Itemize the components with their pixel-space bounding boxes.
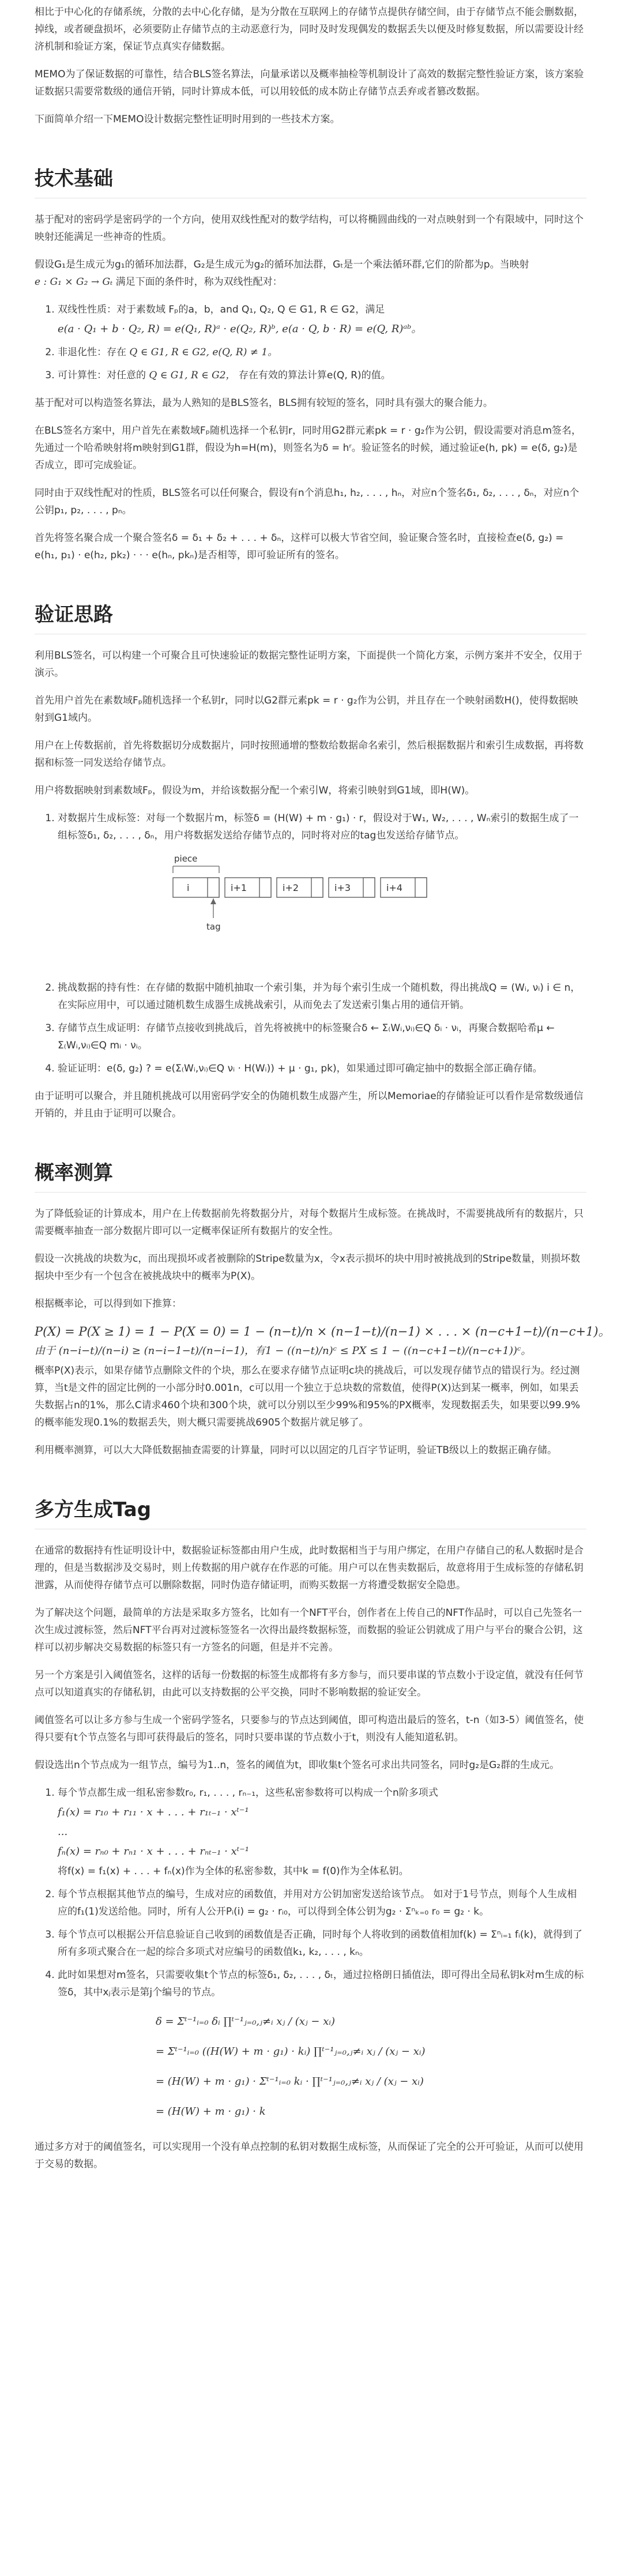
list-item <box>58 1020 586 1054</box>
tag-cell <box>311 878 323 897</box>
section-title-multiparty-tag: 多方生成Tag <box>35 1494 586 1529</box>
list-item <box>58 1926 586 1961</box>
section-title-verification: 验证思路 <box>35 599 586 634</box>
lagrange-derivation <box>156 2007 586 2127</box>
list-item <box>58 367 586 384</box>
prob-paragraph-2: 假设一次挑战的块数为c，而出现损坏或者被删除的Stripe数量为x，令x表示损坏的块中用时被挑战到的Stripe数量，则损坏数据块中至少有一个包含在被挑战块中的概率为P(X)。 <box>35 1253 581 1282</box>
verify-paragraph-3: 用户在上传数据前，首先将数据切分成数据片，同时按照通增的整数给数据命名索引，然后根据数据片和索引生成数据，再将数据和标签一同发送给存储节点。 <box>35 740 584 769</box>
lagrange-step-1: δ = Σᵗ⁻¹ᵢ₌₀ δᵢ ∏ᵗ⁻¹ⱼ₌₀,ⱼ≠ᵢ xⱼ / (xⱼ − xᵢ) <box>156 2015 336 2028</box>
tag-cell <box>415 878 427 897</box>
intro-paragraph-1: 相比于中心化的存储系统，分散的去中心化存储，是为分散在互联网上的存储节点提供存储空间，由于存储节点不能会删数据，掉线，或者硬盘损坏，必须要防止存储节点的主动恶意行为，同时及时发现偶发的数据丢失以便及时修复数据，所以需要设计经济机制和验证方案，保证节点真实存储数据。 <box>35 6 584 52</box>
tech-paragraph-6: 首先将签名聚合成一个聚合签名δ = δ₁ + δ₂ + . . . + δₙ，这样可以极大节省空间，验证聚合签名时，直接检查e(δ, g₂) = e(h₁, p₁) · e(h₂, pk₂) · · · e(hₙ, pkₙ)是否相等，即可验证所有的签名。 <box>35 532 564 561</box>
share-verification-text: 每个节点可以根据公开信息验证自己收到的函数值是否正确，同时每个人将收到的函数值相加f(k) = Σⁿᵢ₌₁ fᵢ(k)，就得到了所有多项式聚合在一起的综合多项式对应编号的函数值k₁, k₂, . . . , kₙ。 <box>58 1929 583 1958</box>
computability-tail: 存在有效的算法计算e(Q, R)的值。 <box>238 370 391 381</box>
list-item <box>58 979 586 1014</box>
list-item <box>58 1966 586 2127</box>
multi-paragraph-5: 假设选出n个节点成为一组节点，编号为1..n，签名的阈值为t，即收集t个签名可求出共同签名，同时g₂是G₂群的生成元。 <box>35 1759 560 1771</box>
prob-paragraph-4: 概率P(X)表示，如果存储节点删除文件的个块，那么在要求存储节点证明c块的挑战后，可以发现存储节点的错误行为。经过测算，当t是文件的固定比例的一小部分时0.001n，c可以用一个独立于总块数的常数值，使得P(X)达到某一概率，例如，如果丢失数据占n的1%，那么C请求460个块和300个块，就可以分别以至少99%和95%的PX概率，发现数据丢失，如果要以99.9%的概率能发现0.1%的数据丢失，则大概只需要挑战6905个数据片就足够了。 <box>35 1365 580 1428</box>
cell-label: i+4 <box>386 882 403 893</box>
intro-paragraph-2: MEMO为了保证数据的可靠性，结合BLS签名算法，向量承诺以及概率抽检等机制设计了高效的数据完整性验证方案，该方案验证数据只需要常数级的通信开销，同时计算成本低，可以用较低的成本防止存储节点丢弃或者篡改数据。 <box>35 69 584 97</box>
verification-steps-list <box>35 810 586 1077</box>
pairing-map-formula: e : G₁ × G₂ → Gₜ <box>35 276 113 288</box>
lagrange-step-2: = Σᵗ⁻¹ᵢ₌₀ ((H(W) + m · g₁) · kᵢ) ∏ᵗ⁻¹ⱼ₌₀,ⱼ≠ᵢ xⱼ / (xⱼ − xᵢ) <box>156 2045 426 2058</box>
tag-cell <box>259 878 271 897</box>
proof-verification-text: 验证证明：e(δ, g₂) ? = e(Σ₍Wᵢ,νᵢ₎∈Q νᵢ · H(Wᵢ)) + μ · g₁, pk)，如果通过即可确定抽中的数据全部正确存储。 <box>58 1063 543 1074</box>
section-title-tech-basics: 技术基础 <box>35 163 586 198</box>
list-item <box>58 1886 586 1920</box>
list-item <box>58 301 586 338</box>
piece-cells <box>173 878 427 897</box>
multi-paragraph-6: 通过多方对于的阈值签名，可以实现用一个没有单点控制的私钥对数据生成标签，从而保证了完全的公开可验证，从而可以使用于交易的数据。 <box>35 2141 584 2170</box>
tech-paragraph-4: 在BLS签名方案中，用户首先在素数域Fₚ随机选择一个私钥r，同时用G2群元素pk = r · g₂作为公钥，假设需要对消息m签名，先通过一个哈希映射将m映射到G1群，假设为h=H(m)，则签名为δ = hʳ。验证签名的时候，通过验证e(h, pk) = e(δ, g₂)是否成立，即可完成验证。 <box>35 425 582 471</box>
prob-paragraph-5: 利用概率测算，可以大大降低数据抽查需要的计算量，同时可以以固定的几百字节证明，验证TB级以上的数据正确存储。 <box>35 1445 558 1456</box>
prob-paragraph-1: 为了降低验证的计算成本，用户在上传数据前先将数据分片，对每个数据片生成标签。在挑战时，不需要挑战所有的数据片，只需要概率抽查一部分数据片即可以一定概率保证所有数据片的安全性。 <box>35 1208 584 1237</box>
multi-paragraph-1: 在通常的数据持有性证明设计中，数据验证标签都由用户生成，此时数据相当于与用户绑定，在用户存储自己的私人数据时是合理的，但是当数据涉及交易时，则上传数据的用户就存在作恶的可能。用户可以在售卖数据后，故意将用于生成标签的存储私钥泄露，从而使得存储节点可以删除数据，同时伪造存储证明，而购买数据一方将遭受数据安全隐患。 <box>35 1545 584 1591</box>
multi-paragraph-2: 为了解决这个问题，最简单的方法是采取多方签名，比如有一个NFT平台，创作者在上传自己的NFT作品时，可以自己先签名一次生成过渡标签，然后NFT平台再对过渡标签签名一次得出最终数据标签，而数据的验证公钥就成了用户与平台的聚合公钥，这样可以初步解决交易数据的标签只有一方签名的问题，但是并不完善。 <box>35 1607 583 1653</box>
cell-label: i <box>187 882 190 893</box>
probability-formula-1: P(X) = P(X ≥ 1) = 1 − P(X = 0) = 1 − (n−t)/n × (n−1−t)/(n−1) × . . . × (n−c+1−t)/(n−c+1)。 <box>35 1325 611 1338</box>
verify-paragraph-5: 由于证明可以聚合，并且随机挑战可以用密码学安全的伪随机数生成器产生，所以Memoriae的存储验证可以看作是常数级通信开销的，并且由于证明可以聚合。 <box>35 1090 584 1119</box>
piece-tag-svg <box>144 850 502 960</box>
computability-text: 可计算性：对任意的 <box>58 370 146 381</box>
tag-cell <box>208 878 219 897</box>
prob-paragraph-3: 根据概率论，可以得到如下推算： <box>35 1298 182 1310</box>
tech-paragraph-2-tail: 满足下面的条件时，称为双线性配对： <box>115 276 283 288</box>
tech-paragraph-5: 同时由于双线性配对的性质，BLS签名可以任何聚合，假设有n个消息h₁, h₂, . . . , hₙ，对应n个签名δ₁, δ₂, . . . , δₙ，对应n个公钥p₁, p₂, . . . , pₙ。 <box>35 487 579 516</box>
tag-pointer-arrow <box>210 898 216 904</box>
polynomial-f1: f₁(x) = r₁₀ + r₁₁ · x + . . . + r₁ₜ₋₁ · xᵗ⁻¹ <box>58 1806 249 1818</box>
tag-label: tag <box>206 922 221 932</box>
bilinearity-formula: e(a · Q₁ + b · Q₂, R) = e(Q₁, R)ᵃ · e(Q₂, R)ᵇ, e(a · Q, b · R) = e(Q, R)ᵃᵇ。 <box>58 323 422 335</box>
tag-generation-text: 对数据片生成标签：对每一个数据片m，标签δ = (H(W) + m · g₁) · r，假设对于W₁, W₂, . . . , Wₙ索引的数据生成了一组标签δ₁, δ₂, . . . , δₙ，用户将数据发送给存储节点的，同时将对应的tag也发送给存储节点。 <box>58 813 579 841</box>
challenge-text: 挑战数据的持有性：在存储的数据中随机抽取一个索引集，并为每个索引生成一个随机数，得出挑战Q = (Wᵢ, νᵢ) i ∈ n，在实际应用中，可以通过随机数生成器生成挑战索引，从而免去了发送索引集占用的通信开销。 <box>58 982 581 1011</box>
threshold-steps-list <box>35 1784 586 2127</box>
computability-formula: Q ∈ G1, R ∈ G2， <box>149 370 236 381</box>
secret-params-tail: 将f(x) = f₁(x) + . . . + fₙ(x)作为全体的私密参数，其中k = f(0)作为全体私钥。 <box>58 1866 409 1877</box>
probability-formula-2: 由于 (n−i−t)/(n−i) ≥ (n−i−1−t)/(n−i−1)，有1 − ((n−t)/n)ᶜ ≤ PX ≤ 1 − ((n−c+1−t)/(n−c+1))ᶜ。 <box>35 1345 532 1357</box>
cell-label: i+3 <box>334 882 351 893</box>
verify-paragraph-2: 首先用户首先在素数域Fₚ随机选择一个私钥r，同时以G2群元素pk = r · g₂作为公钥，并且存在一个映射函数H()，使得数据映射到G1域内。 <box>35 695 578 724</box>
intro-section <box>35 0 586 128</box>
tech-paragraph-2-text: 假设G₁是生成元为g₁的循环加法群，G₂是生成元为g₂的循环加法群，Gₜ是一个乘法循环群,它们的阶都为p。当映射 <box>35 259 529 270</box>
lagrange-text: 此时如果想对m签名，只需要收集t个节点的标签δ₁, δ₂, . . . , δₜ，通过拉格朗日插值法，即可得出全局私钥k对m生成的标签δ，其中xⱼ表示是第j个编号的节点。 <box>58 1969 584 1998</box>
piece-label: piece <box>174 853 198 864</box>
cell-label: i+2 <box>283 882 299 893</box>
verify-paragraph-4: 用户将数据映射到素数域Fₚ，假设为m，并给该数据分配一个索引W，将索引映射到G1域，即H(W)。 <box>35 785 475 796</box>
tech-paragraph-2 <box>35 256 586 291</box>
multi-paragraph-4: 阈值签名可以让多方参与生成一个密码学签名，只要参与的节点达到阈值，即可构造出最后的签名，t-n（如3-5）阈值签名，使得只要有t个节点签名与即可获得最后的签名，同时只要串谋的节点数小于t，则没有人能知道私钥。 <box>35 1714 584 1743</box>
verify-paragraph-1: 利用BLS签名，可以构建一个可聚合且可快速验证的数据完整性证明方案，下面提供一个简化方案，示例方案并不安全，仅用于演示。 <box>35 650 582 679</box>
section-title-probability: 概率测算 <box>35 1157 586 1193</box>
tag-cell <box>363 878 375 897</box>
list-item <box>58 1060 586 1077</box>
intro-paragraph-3: 下面简单介绍一下MEMO设计数据完整性证明时用到的一些技术方案。 <box>35 114 340 125</box>
pairing-properties-list <box>35 301 586 384</box>
tech-paragraph-1: 基于配对的密码学是密码学的一个方向，使用双线性配对的数学结构，可以将椭圆曲线的一对点映射到一个有限域中，同时这个映射还能满足一些神奇的性质。 <box>35 214 584 243</box>
bilinearity-text: 双线性性质：对于素数域 Fₚ的a，b，and Q₁, Q₂, Q ∈ G1, R ∈ G2，满足 <box>58 304 385 315</box>
non-degeneracy-formula: Q ∈ G1, R ∈ G2, e(Q, R) ≠ 1。 <box>129 347 278 358</box>
list-item <box>58 1784 586 1880</box>
piece-tag-diagram <box>144 850 586 965</box>
lagrange-step-3: = (H(W) + m · g₁) · Σᵗ⁻¹ᵢ₌₀ kᵢ · ∏ᵗ⁻¹ⱼ₌₀,ⱼ≠ᵢ xⱼ / (xⱼ − xᵢ) <box>156 2075 424 2088</box>
multi-paragraph-3: 另一个方案是引入阈值签名，这样的话每一份数据的标签生成都将有多方参与，而只要串谋的节点数小于设定值，就没有任何节点可以知道真实的存储私钥，由此可以支持数据的公平交换，同时不影响数据的验证安全。 <box>35 1669 584 1698</box>
proof-generation-text: 存储节点生成证明：存储节点接收到挑战后，首先将被挑中的标签聚合δ ← Σ₍Wᵢ,νᵢ₎∈Q δᵢ · νᵢ，再聚合数据哈希μ ← Σ₍Wᵢ,νᵢ₎∈Q mᵢ · νᵢ。 <box>58 1022 555 1051</box>
lagrange-step-4: = (H(W) + m · g₁) · k <box>156 2105 266 2118</box>
polynomial-ellipsis: ... <box>58 1826 68 1838</box>
list-item <box>58 344 586 361</box>
share-distribution-text: 每个节点根据其他节点的编号，生成对应的函数值，并用对方公钥加密发送给该节点。 如对于1号节点，则每个人生成相应的f₁(1)发送给他。同时，所有人公开Pᵢ(i) = g₂ · rᵢ₀，可以得到全体公钥为g₂ · Σⁿₖ₌₀ r₀ = g₂ · k。 <box>58 1889 577 1917</box>
non-degeneracy-text: 非退化性：存在 <box>58 347 126 358</box>
tech-paragraph-3: 基于配对可以构造签名算法，最为人熟知的是BLS签名，BLS拥有较短的签名，同时具有强大的聚合能力。 <box>35 397 493 409</box>
cell-label: i+1 <box>231 882 247 893</box>
secret-params-text: 每个节点都生成一组私密参数r₀, r₁, . . . , rₙ₋₁，这些私密参数将可以构成一个n阶多项式 <box>58 1787 438 1799</box>
list-item <box>58 810 586 965</box>
polynomial-fn: fₙ(x) = rₙ₀ + rₙ₁ · x + . . . + rₙₜ₋₁ · xᵗ⁻¹ <box>58 1845 249 1857</box>
